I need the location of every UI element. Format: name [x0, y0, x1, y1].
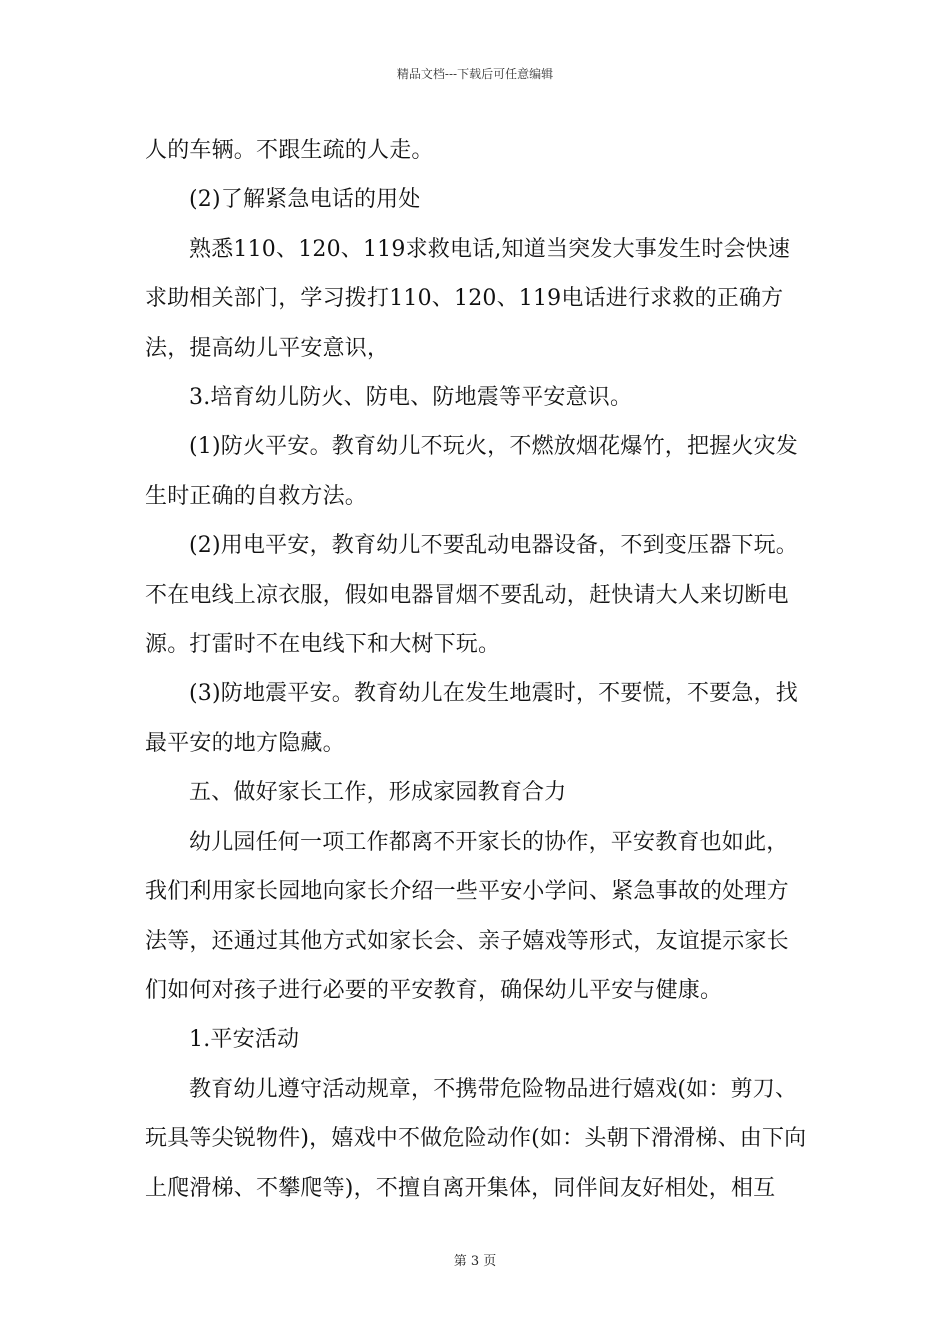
paragraph: (3)防地震平安。教育幼儿在发生地震时，不要慌，不要急，找最平安的地方隐藏。	[145, 681, 798, 756]
page-header: 精品文档---下载后可任意编辑	[396, 67, 554, 81]
page-number: 第 3 页	[453, 1254, 497, 1269]
paragraph: (2)用电平安，教育幼儿不要乱动电器设备，不到变压器下玩。不在电线上凉衣服，假如电器冒烟不要乱动，赶快请大人来切断电源。打雷时不在电线下和大树下玩。	[145, 533, 798, 658]
document-body	[145, 126, 810, 1213]
paragraph: 3.培育幼儿防火、防电、防地震等平安意识。	[189, 385, 633, 411]
paragraph: 人的车辆。不跟生疏的人走。	[145, 138, 434, 163]
paragraph: (2)了解紧急电话的用处	[189, 187, 421, 213]
paragraph: 教育幼儿遵守活动规章，不携带危险物品进行嬉戏(如：剪刀、玩具等尖锐物件)，嬉戏中不做危险动作(如：头朝下滑滑梯、由下向上爬滑梯、不攀爬等)，不擅自离开集体，同伴间友好相处，相互	[145, 1076, 807, 1201]
section-heading: 五、做好家长工作，形成家园教育合力	[189, 780, 567, 806]
paragraph: 幼儿园任何一项工作都离不开家长的协作，平安教育也如此，我们利用家长园地向家长介绍一些平安小学问、紧急事故的处理方法等，还通过其他方式如家长会、亲子嬉戏等形式，友谊提示家长们如何对孩子进行必要的平安教育，确保幼儿平安与健康。	[145, 829, 789, 1003]
subsection-heading: 1.平安活动	[189, 1027, 300, 1053]
paragraph: (1)防火平安。教育幼儿不玩火，不燃放烟花爆竹，把握火灾发生时正确的自救方法。	[145, 434, 798, 509]
paragraph: 熟悉110、120、119求救电话,知道当突发大事发生时会快速求助相关部门，学习拨打110、120、119电话进行求救的正确方法，提高幼儿平安意识，	[145, 236, 791, 361]
